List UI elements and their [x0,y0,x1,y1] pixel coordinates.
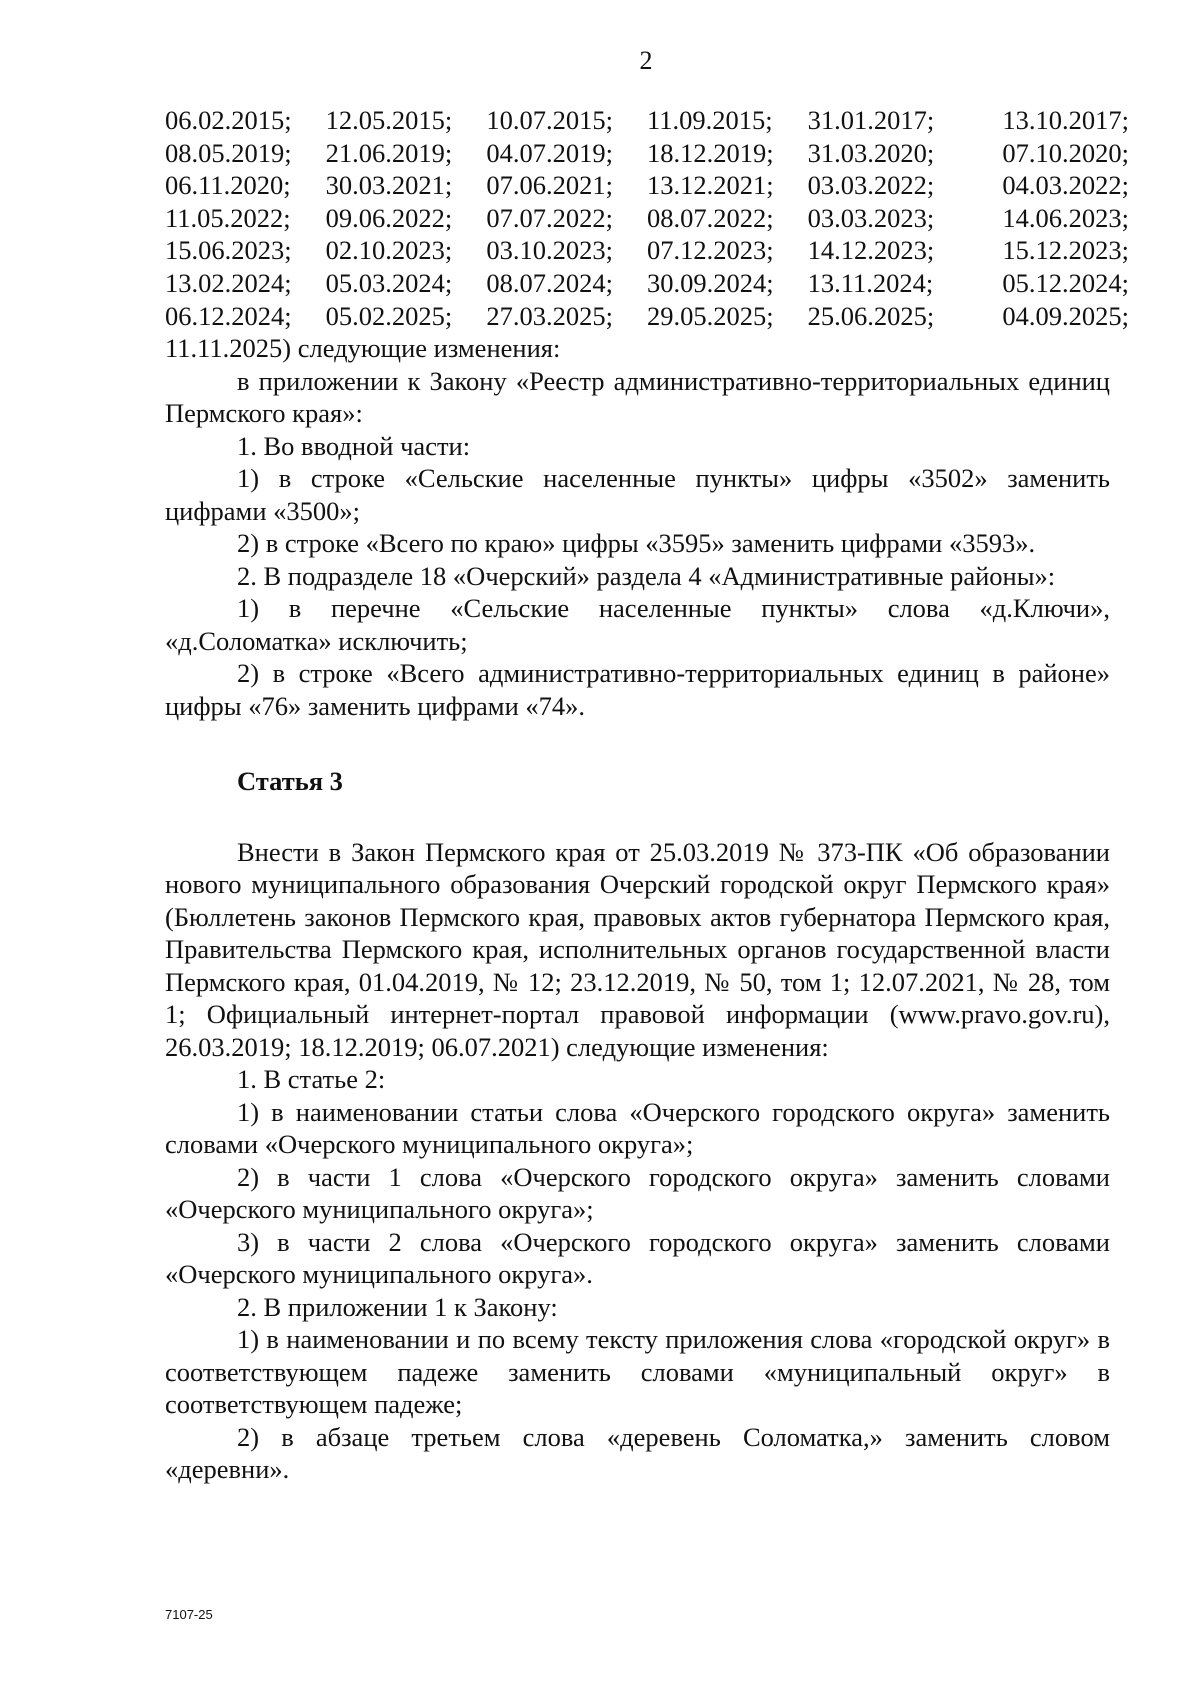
date-cell: 06.12.2024; [165,300,292,331]
amendment-dates-tail: 11.11.2025) следующие изменения: [165,333,561,363]
article2-item2-sub1: 1) в перечне «Сельские населенные пункты» слова «д.Ключи», «д.Соломатка» исключить; [165,593,1110,656]
date-cell: 13.02.2024; [165,267,292,298]
date-cell: 04.07.2019; [486,137,613,168]
date-cell: 11.05.2022; [165,202,291,233]
date-cell: 13.11.2024; [807,267,934,298]
date-cell: 07.07.2022; [486,202,613,233]
date-cell: 09.06.2022; [325,202,453,233]
date-cell: 08.05.2019; [165,137,292,168]
date-cell: 03.03.2023; [807,202,935,233]
date-cell: 04.03.2022; [1002,170,1129,201]
date-cell: 31.01.2017; [807,105,935,135]
article2-item2: 2. В подразделе 18 «Очерский» раздела 4 «Административные районы»: [237,560,1056,591]
dates-row [165,202,1129,235]
date-cell: 14.06.2023; [1002,202,1129,233]
date-cell: 15.12.2023; [1002,235,1129,266]
date-cell: 06.02.2015; [165,105,292,135]
page-number: 2 [639,46,653,75]
date-cell: 07.06.2021; [486,170,613,201]
article2-item2-sub2: 2) в строке «Всего административно-территориальных единиц в районе» цифры «76» заменить цифрами «74». [165,658,1110,721]
dates-row [165,169,1129,202]
date-cell: 25.06.2025; [807,300,935,331]
dates-row [165,300,1129,333]
date-cell: 27.03.2025; [486,300,613,331]
date-cell: 08.07.2024; [486,267,613,298]
date-cell: 05.02.2025; [325,300,453,331]
date-cell: 12.05.2015; [325,105,453,135]
date-cell: 03.10.2023; [486,235,613,266]
article3-item2-sub2: 2) в абзаце третьем слова «деревень Соломатка,» заменить словом «деревни». [165,1421,1110,1484]
date-cell: 18.12.2019; [646,137,774,168]
date-cell: 05.03.2024; [325,267,453,298]
date-cell: 08.07.2022; [646,202,774,233]
date-cell: 31.03.2020; [807,137,935,168]
article3-item1-sub1: 1) в наименовании статьи слова «Очерского городского округа» заменить словами «Очерского муниципального округа»; [165,1096,1110,1159]
date-cell: 15.06.2023; [165,235,292,266]
article3-heading: Статья 3 [237,766,343,796]
article3-item1-sub3: 3) в части 2 слова «Очерского городского округа» заменить словами «Очерского муниципального округа». [165,1226,1110,1289]
date-cell: 30.03.2021; [325,170,453,201]
date-cell: 04.09.2025; [1002,300,1129,331]
dates-row [165,267,1129,300]
article3-intro: Внести в Закон Пермского края от 25.03.2019 № 373-ПК «Об образовании нового муниципального образования Очерский городской округ Пермского края» (Бюллетень законов Пермского края, правовых актов губернатора Пермского края, Правительства Пермского края, исполнительных органов государственной власти Пермского края, 01.04.2019, № 12; 23.12.2019, № 50, том 1; 12.07.2021, № 28, том 1; Официальный интернет-портал правовой информации (www.pravo.gov.ru), 26.03.2019; 18.12.2019; 06.07.2021) следующие изменения: [165,836,1110,1062]
amendment-dates-table [165,104,1129,332]
date-cell: 14.12.2023; [807,235,935,266]
date-cell: 02.10.2023; [325,235,453,266]
article3-item1-sub2: 2) в части 1 слова «Очерского городского округа» заменить словами «Очерского муниципального округа»; [165,1161,1110,1224]
date-cell: 11.09.2015; [646,105,773,135]
article3-item2-sub1: 1) в наименовании и по всему тексту приложения слова «городской округ» в соответствующем падеже заменить словами «муниципальный округ» в соответствующем падеже; [165,1324,1110,1419]
article2-item1-sub1: 1) в строке «Сельские населенные пункты» цифры «3502» заменить цифрами «3500»; [165,463,1110,526]
date-cell: 29.05.2025; [646,300,774,331]
article3-item2: 2. В приложении 1 к Закону: [237,1291,558,1322]
date-cell: 03.03.2022; [807,170,935,201]
date-cell: 30.09.2024; [646,267,774,298]
date-cell: 13.12.2021; [646,170,774,201]
date-cell: 13.10.2017; [1002,105,1129,135]
date-cell: 05.12.2024; [1002,267,1129,298]
dates-row [165,234,1129,267]
document-body [165,332,1110,1486]
document-code: 7107-25 [165,1607,213,1622]
date-cell: 06.11.2020; [165,170,291,201]
article3-item1: 1. В статье 2: [237,1064,386,1094]
date-cell: 07.10.2020; [1002,137,1129,168]
date-cell: 21.06.2019; [325,137,453,168]
dates-row [165,137,1129,170]
article2-item1-sub2: 2) в строке «Всего по краю» цифры «3595» заменить цифрами «3593». [237,528,1036,558]
dates-row [165,104,1129,137]
date-cell: 07.12.2023; [646,235,774,266]
article2-intro: в приложении к Закону «Реестр административно-территориальных единиц Пермского края»: [165,365,1110,428]
date-cell: 10.07.2015; [486,105,613,135]
article2-item1: 1. Во вводной части: [237,430,471,461]
